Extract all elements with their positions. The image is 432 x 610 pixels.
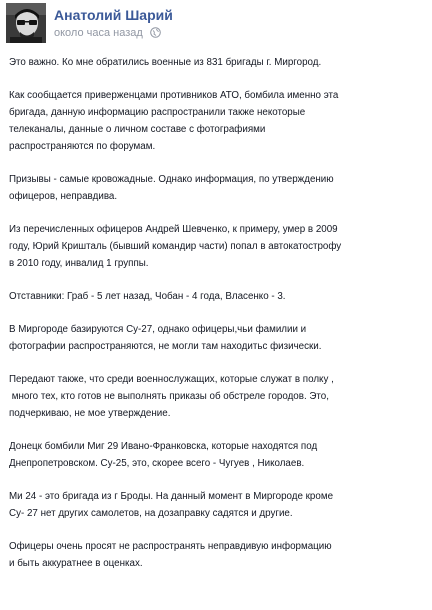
- post-body: [9, 54, 432, 588]
- avatar-icon: [6, 3, 46, 43]
- post-paragraph: Отставники: Граб - 5 лет назад, Чобан - 4 года, Власенко - 3.: [9, 291, 286, 302]
- post-timestamp[interactable]: около часа назад: [54, 27, 143, 39]
- post-paragraph: В Миргороде базируются Су-27, однако офицеры,чьи фамилии и фотографии распространяются, не могли там находитьс физически.: [9, 324, 322, 352]
- post-paragraph: Донецк бомбили Миг 29 Ивано-Франковска, которые находятся под Днепропетровском. Су-25, это, скорее всего - Чугуев , Николаев.: [9, 441, 318, 469]
- post-meta: [54, 27, 161, 41]
- post-paragraph: Из перечисленных офицеров Андрей Шевченко, к примеру, умер в 2009 году, Юрий Кришталь (бывший командир части) попал в автокатострофу в 2010 году, инвалид 1 группы.: [9, 224, 342, 269]
- post-paragraph: Ми 24 - это бригада из г Броды. На данный момент в Миргороде кроме Су- 27 нет других самолетов, на дозаправку садятся и другие.: [9, 491, 334, 519]
- post-paragraph: Это важно. Ко мне обратились военные из 831 бригады г. Миргород.: [9, 57, 322, 68]
- post-paragraph: Как сообщается приверженцами противников АТО, бомбила именно эта бригада, данную информацию распространили также некоторые телеканалы, данные о личном составе с фотографиями распространяются по форумам.: [9, 90, 339, 152]
- author-name-link[interactable]: Анатолий Шарий: [54, 7, 173, 23]
- post-paragraph: Передают также, что среди военнослужащих, которые служат в полку , много тех, кто готов не выполнять приказы об обстреле городов. Это, подчеркиваю, не мое утверждение.: [9, 374, 334, 419]
- avatar[interactable]: [6, 3, 46, 43]
- globe-icon[interactable]: [150, 27, 161, 41]
- post-paragraph: Призывы - самые кровожадные. Однако информация, по утверждению офицеров, неправдива.: [9, 174, 334, 202]
- post-paragraph: Офицеры очень просят не распространять неправдивую информацию и быть аккуратнее в оценках.: [9, 541, 332, 569]
